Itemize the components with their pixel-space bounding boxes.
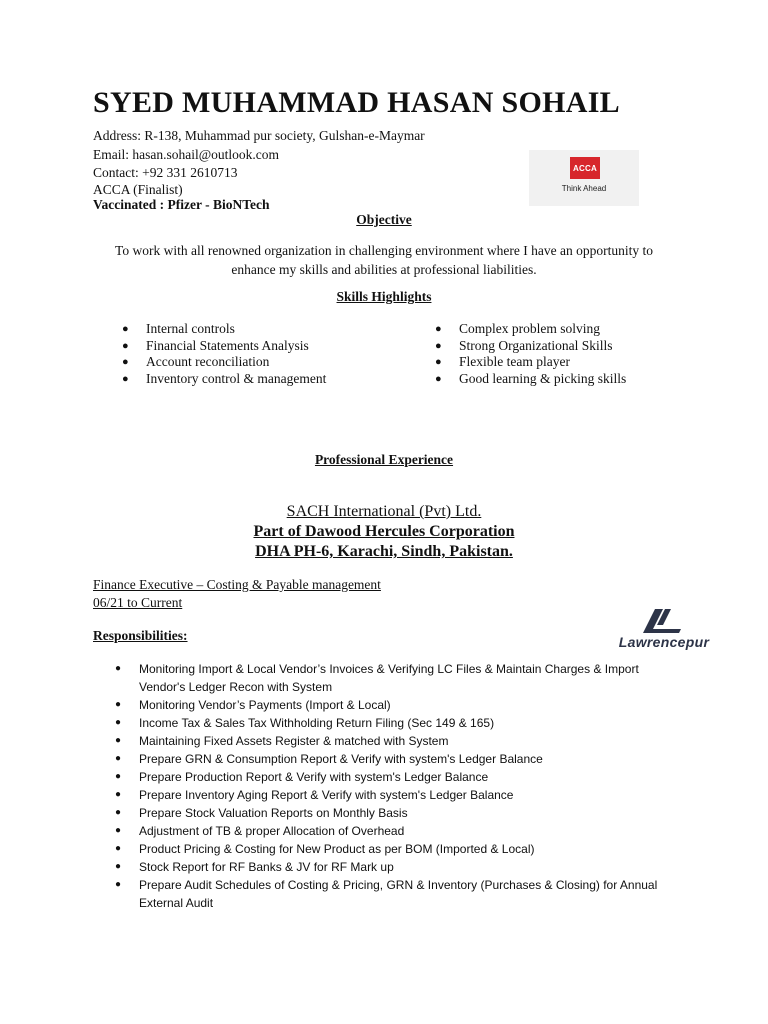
- bullet-icon: ●: [115, 861, 122, 872]
- acca-logo: [529, 150, 639, 206]
- bullet-icon: ●: [115, 663, 122, 674]
- bullet-icon: ●: [115, 735, 122, 746]
- experience-heading: Professional Experience: [314, 452, 454, 467]
- list-item: ● Prepare Audit Schedules of Costing & Pricing, GRN & Inventory (Purchases & Closing) for Annual External Audit: [115, 878, 658, 910]
- bullet-icon: ●: [115, 753, 122, 764]
- list-item: ● Income Tax & Sales Tax Withholding Return Filing (Sec 149 & 165): [115, 716, 495, 730]
- responsibilities-list: [115, 660, 675, 912]
- bullet-icon: ●: [115, 879, 122, 890]
- skill-item: ● Complex problem solving: [435, 321, 600, 336]
- bullet-icon: ●: [435, 356, 442, 368]
- bullet-icon: ●: [435, 339, 442, 352]
- contact-line: Contact: +92 331 2610713: [93, 165, 238, 180]
- acca-logo-tagline: Think Ahead: [561, 184, 607, 193]
- address-line: Address: R-138, Muhammad pur society, Gulshan-e-Maymar: [93, 128, 425, 143]
- lawrencepur-mark-icon: [603, 607, 725, 637]
- lawrencepur-wordmark: Lawrencepur: [618, 634, 710, 650]
- objective-text: To work with all renowned organization in challenging environment where I have an opportunity to enhance my skills and abilities at professional liabilities.: [115, 243, 653, 277]
- lawrencepur-logo: [603, 607, 725, 655]
- objective-heading: Objective: [356, 212, 412, 227]
- email-line: Email: hasan.sohail@outlook.com: [93, 147, 280, 162]
- bullet-icon: ●: [115, 807, 122, 818]
- skill-item: ● Strong Organizational Skills: [435, 337, 613, 353]
- skills-heading: Skills Highlights: [336, 289, 432, 304]
- bullet-icon: ●: [115, 699, 122, 710]
- bullet-icon: ●: [122, 339, 129, 352]
- list-item: ● Monitoring Vendor’s Payments (Import & Local): [115, 698, 391, 712]
- candidate-name: SYED MUHAMMAD HASAN SOHAIL: [93, 86, 620, 119]
- skill-item: ● Financial Statements Analysis: [122, 337, 309, 353]
- skill-item: ● Flexible team player: [435, 354, 570, 369]
- job-title: Finance Executive – Costing & Payable management: [93, 577, 381, 592]
- qualification-line: ACCA (Finalist): [93, 182, 183, 197]
- job-period: 06/21 to Current: [93, 595, 183, 610]
- bullet-icon: ●: [115, 717, 122, 728]
- skill-item: ● Account reconciliation: [122, 354, 270, 369]
- list-item: ● Monitoring Import & Local Vendor’s Invoices & Verifying LC Files & Maintain Charges & Import Vendor's Ledger Recon with System: [115, 662, 639, 694]
- list-item: ● Prepare GRN & Consumption Report & Verify with system's Ledger Balance: [115, 752, 543, 766]
- bullet-icon: ●: [122, 323, 129, 335]
- responsibilities-heading: Responsibilities:: [93, 628, 188, 643]
- bullet-icon: ●: [115, 789, 122, 800]
- skills-list-right: [435, 321, 626, 387]
- bullet-icon: ●: [115, 843, 122, 854]
- skill-item: ● Internal controls: [122, 321, 235, 336]
- bullet-icon: ●: [435, 323, 442, 335]
- bullet-icon: ●: [122, 372, 129, 385]
- company-parent: Part of Dawood Hercules Corporation: [253, 523, 515, 540]
- company-name: SACH International (Pvt) Ltd.: [286, 503, 482, 520]
- bullet-icon: ●: [435, 372, 442, 385]
- list-item: ● Prepare Stock Valuation Reports on Monthly Basis: [115, 806, 408, 820]
- company-location: DHA PH-6, Karachi, Sindh, Pakistan.: [255, 543, 513, 560]
- list-item: ● Prepare Production Report & Verify with system's Ledger Balance: [115, 770, 489, 784]
- list-item: ● Maintaining Fixed Assets Register & matched with System: [115, 734, 449, 748]
- list-item: ● Product Pricing & Costing for New Product as per BOM (Imported & Local): [115, 842, 535, 856]
- skills-list-left: [122, 321, 326, 387]
- bullet-icon: ●: [115, 825, 122, 836]
- list-item: ● Adjustment of TB & proper Allocation of Overhead: [115, 824, 405, 838]
- skill-item: ● Inventory control & management: [122, 370, 327, 386]
- list-item: ● Prepare Inventory Aging Report & Verify with system's Ledger Balance: [115, 788, 514, 802]
- acca-logo-mark: ACCA: [570, 157, 600, 179]
- bullet-icon: ●: [122, 356, 129, 368]
- list-item: ● Stock Report for RF Banks & JV for RF Mark up: [115, 860, 394, 874]
- skill-item: ● Good learning & picking skills: [435, 370, 627, 386]
- vaccination-line: Vaccinated : Pfizer - BioNTech: [93, 197, 270, 212]
- bullet-icon: ●: [115, 771, 122, 782]
